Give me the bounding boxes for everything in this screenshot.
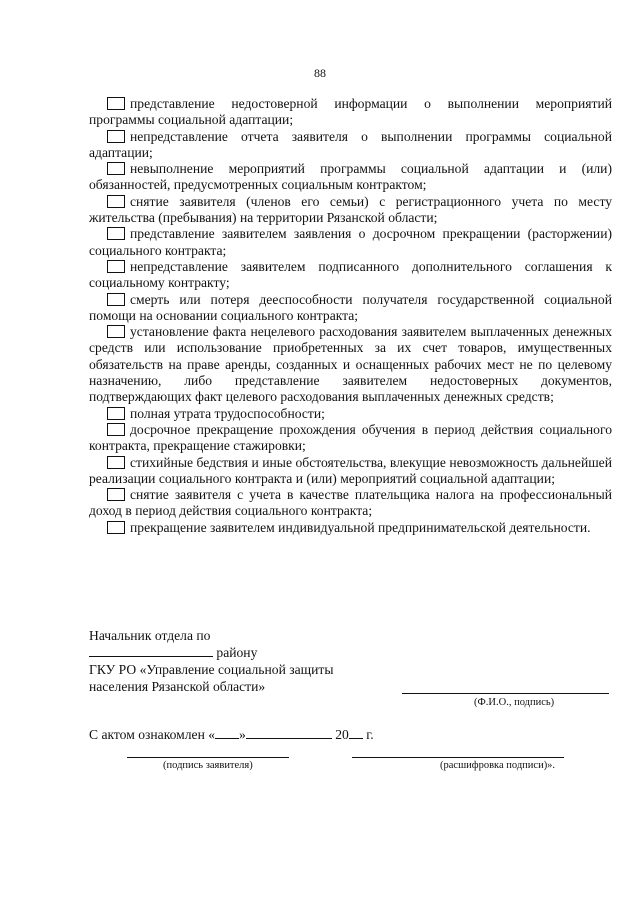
list-item: установление факта нецелевого расходования заявителем выплаченных денежных средств или использование приобретенных за их счет товаров, имущественных обязательств на праве аренды, созданных и оснащенных рабочих мест не по целевому назначению, либо представление заявителем недостоверных документов, подтверждающих факт целевого расходования выплаченных денежных средств; [89, 324, 612, 405]
checkbox[interactable] [107, 227, 125, 240]
checkbox[interactable] [107, 260, 125, 273]
checkbox[interactable] [107, 293, 125, 306]
applicant-signature-line[interactable] [127, 757, 289, 758]
district-field: району [89, 644, 257, 661]
checkbox[interactable] [107, 325, 125, 338]
page-number: 88 [314, 66, 326, 80]
list-item: досрочное прекращение прохождения обучения в период действия социального контракта, прекращение стажировки; [89, 421, 612, 454]
list-item: непредставление отчета заявителя о выполнении программы социальной адаптации; [89, 128, 612, 160]
month-blank[interactable] [246, 738, 332, 739]
institution-name: ГКУ РО «Управление социальной защиты [89, 662, 334, 677]
checkbox[interactable] [107, 488, 125, 501]
list-item: невыполнение мероприятий программы социальной адаптации и (или) обязанностей, предусмотренных социальным контрактом; [89, 161, 612, 193]
fio-caption: (Ф.И.О., подпись) [474, 697, 555, 708]
signature-transcript-caption: (расшифровка подписи)». [440, 760, 556, 771]
year-blank[interactable] [349, 738, 363, 739]
checkbox[interactable] [107, 456, 125, 469]
checkbox[interactable] [107, 130, 125, 143]
fio-signature-line[interactable] [402, 693, 609, 694]
checkbox[interactable] [107, 407, 125, 420]
list-item: смерть или потеря дееспособности получателя государственной социальной помощи на основании социального контракта; [89, 291, 612, 323]
list-item: снятие заявителя с учета в качестве плательщика налога на профессиональный доход в период действия социального контракта; [89, 487, 612, 519]
checkbox[interactable] [107, 195, 125, 208]
department-head-title: Начальник отдела по [89, 628, 211, 643]
list-item: снятие заявителя (членов его семьи) с регистрационного учета по месту жительства (пребывания) на территории Рязанской области; [89, 193, 612, 226]
institution-region: населения Рязанской области» [89, 679, 266, 694]
day-blank[interactable] [215, 738, 239, 739]
applicant-signature-caption: (подпись заявителя) [163, 760, 253, 771]
list-item: стихийные бедствия и иные обстоятельства, влекущие невозможность дальнейшей реализации социального контракта и (или) мероприятий социальной адаптации; [89, 454, 612, 486]
list-item: представление недостоверной информации о выполнении мероприятий программы социальной адаптации; [89, 96, 612, 128]
checkbox[interactable] [107, 521, 125, 534]
acknowledgement-line: С актом ознакомлен « » 20 г. [89, 727, 374, 742]
list-item: представление заявителем заявления о досрочном прекращении (расторжении) социального контракта; [89, 226, 612, 258]
list-item: непредставление заявителем подписанного дополнительного соглашения к социальному контракту; [89, 258, 612, 291]
checkbox[interactable] [107, 162, 125, 175]
list-item: полная утрата трудоспособности; [89, 406, 612, 422]
list-item: прекращение заявителем индивидуальной предпринимательской деятельности. [89, 520, 612, 536]
checkbox[interactable] [107, 97, 125, 110]
termination-grounds-list [89, 96, 612, 536]
signature-transcript-line[interactable] [352, 757, 564, 758]
district-blank[interactable] [89, 656, 213, 657]
checkbox[interactable] [107, 423, 125, 436]
